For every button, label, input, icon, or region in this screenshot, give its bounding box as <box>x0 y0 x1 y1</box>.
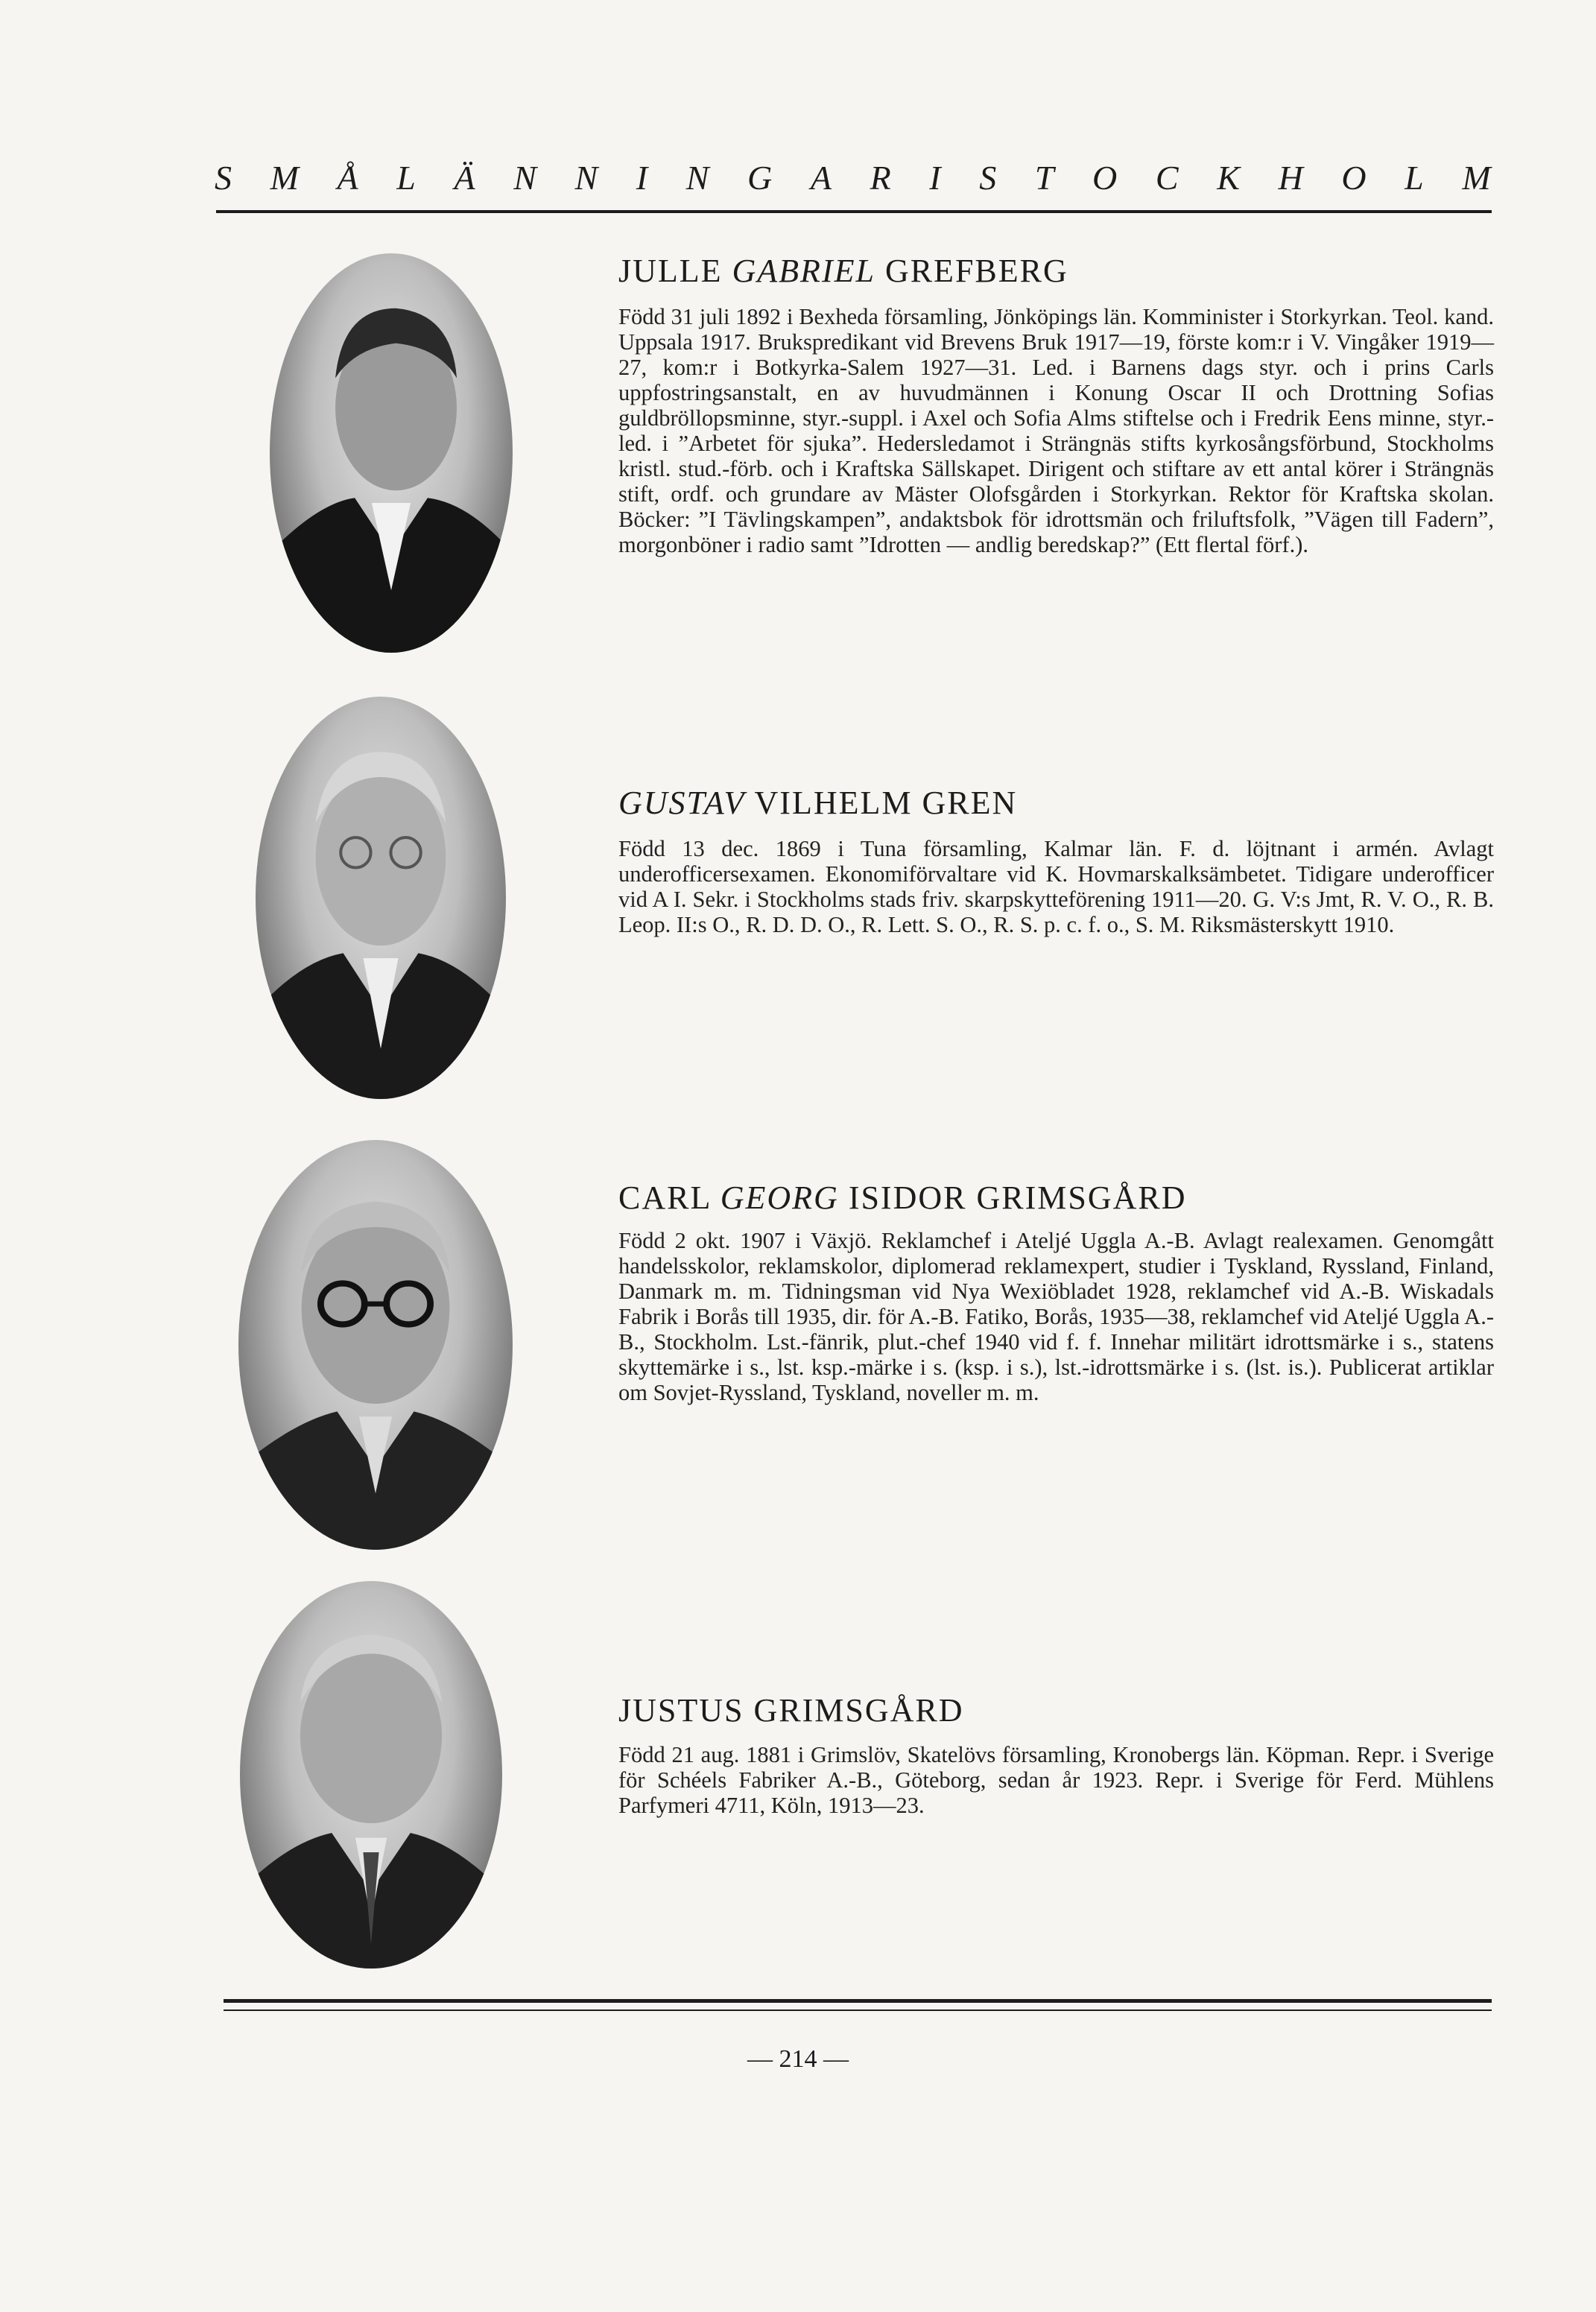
name-part: CARL <box>618 1179 721 1216</box>
portrait-photo <box>240 1581 502 1969</box>
running-head-letter: M <box>1462 159 1492 197</box>
footer-rule <box>224 2009 1492 2011</box>
running-head-letter: O <box>1092 159 1119 197</box>
name-part: GEORG <box>720 1179 839 1216</box>
name-part: ISIDOR GRIMSGÅRD <box>838 1179 1187 1216</box>
person-name <box>618 784 1017 822</box>
running-head-letter: O <box>1341 159 1368 197</box>
person-name <box>618 1691 964 1729</box>
footer-rule <box>224 1999 1492 2003</box>
biography-text: Född 13 dec. 1869 i Tuna församling, Kalmar län. F. d. löjtnant i armén. Avlagt underofficersexamen. Ekonomiförvaltare vid K. Hovmarskalksämbetet. Tidigare underofficer vid A I. Sekr. i Stockholms stads friv. skarpskytteförening 1911—20. G. V:s Jmt, R. V. O., R. B. Leop. II:s O., R. D. D. O., R. Lett. S. O., R. S. p. c. f. o., S. M. Riksmästerskytt 1910. <box>618 836 1494 937</box>
page-number: — 214 — <box>747 2045 849 2073</box>
biography-text: Född 2 okt. 1907 i Växjö. Reklamchef i Ateljé Uggla A.-B. Avlagt realexamen. Genomgått handelsskolor, reklamskolor, diplomerad reklamexpert, studier i Tyskland, Ryssland, Finland, Danmark m. m. Tidningsman vid Nya Wexiöbladet 1928, reklamchef vid A.-B. Wiskadals Fabrik i Borås till 1935, dir. för A.-B. Fatiko, Borås, 1935—38, reklamchef vid Ateljé Uggla A.-B., Stockholm. Lst.-fänrik, plut.-chef 1940 vid f. f. Innehar militärt idrottsmärke i s., statens skyttemärke i s., lst. ksp.-märke i s. (ksp. i s.), lst.-idrottsmärke i s. (lst. is.). Publicerat artiklar om Sovjet-Ryssland, Tyskland, noveller m. m. <box>618 1228 1494 1405</box>
person-name <box>618 1179 1187 1217</box>
running-head-letter: A <box>810 159 833 197</box>
running-head <box>215 158 1492 197</box>
running-head-letter: Å <box>337 159 360 197</box>
name-part: GUSTAV <box>618 785 746 821</box>
person-name <box>618 252 1068 290</box>
running-head-letter: G <box>747 159 774 197</box>
biography-text: Född 21 aug. 1881 i Grimslöv, Skatelövs församling, Kronobergs län. Köpman. Repr. i Sverige för Schéels Fabriker A.-B., Göteborg, sedan år 1923. Repr. i Sverige för Ferd. Mühlens Parfymeri 4711, Köln, 1913—23. <box>618 1742 1494 1818</box>
running-head-letter: H <box>1278 159 1305 197</box>
running-head-letter: C <box>1155 159 1180 197</box>
header-rule <box>216 210 1492 213</box>
running-head-letter: L <box>1405 159 1425 197</box>
name-part: GABRIEL <box>732 253 875 289</box>
running-head-letter: I <box>636 159 650 197</box>
name-part: JULLE <box>618 253 732 289</box>
running-head-letter: S <box>215 159 233 197</box>
name-part: GREFBERG <box>875 253 1068 289</box>
biography-text: Född 31 juli 1892 i Bexheda församling, Jönköpings län. Komminister i Storkyrkan. Teol. kand. Uppsala 1917. Brukspredikant vid Brevens Bruk 1917—19, förste kom:r i V. Vingåker 1919—27, kom:r i Botkyrka-Salem 1927—31. Led. i Barnens dags styr. och i prins Carls uppfostringsanstalt, en av huvudmännen i Konung Oscar II och Drottning Sofias guldbröllopsminne, styr.-suppl. i Axel och Sofia Alms stiftelse och i Fredrik Eens minne, styr.-led. i ”Arbetet för sjuka”. Hedersledamot i Strängnäs stifts kyrkosångsförbund, Stockholms kristl. stud.-förb. och i Kraftska Sällskapet. Dirigent och stiftare av ett antal körer i Strängnäs stift, ordf. och grundare av Mäster Olofsgården i Storkyrkan. Rektor för Kraftska skolan. Böcker: ”I Tävlingskampen”, andaktsbok för idrottsmän och friluftsfolk, ”Vägen till Fadern”, morgonböner i radio samt ”Idrotten — andlig beredskap?” (Ett flertal förf.). <box>618 304 1494 557</box>
running-head-letter: I <box>929 159 943 197</box>
running-head-letter: L <box>396 159 417 197</box>
portrait-photo <box>238 1140 513 1550</box>
running-head-letter: N <box>685 159 711 197</box>
portrait-photo <box>256 697 506 1099</box>
name-part: VILHELM GREN <box>745 785 1018 821</box>
running-head-letter: K <box>1217 159 1241 197</box>
running-head-letter: M <box>270 159 300 197</box>
running-head-letter: T <box>1034 159 1056 197</box>
running-head-letter: S <box>979 159 998 197</box>
name-part: JUSTUS GRIMSGÅRD <box>618 1692 964 1729</box>
running-head-letter: R <box>870 159 893 197</box>
running-head-letter: N <box>574 159 600 197</box>
portrait-photo <box>270 253 513 653</box>
running-head-letter: Ä <box>454 159 477 197</box>
running-head-letter: N <box>513 159 538 197</box>
